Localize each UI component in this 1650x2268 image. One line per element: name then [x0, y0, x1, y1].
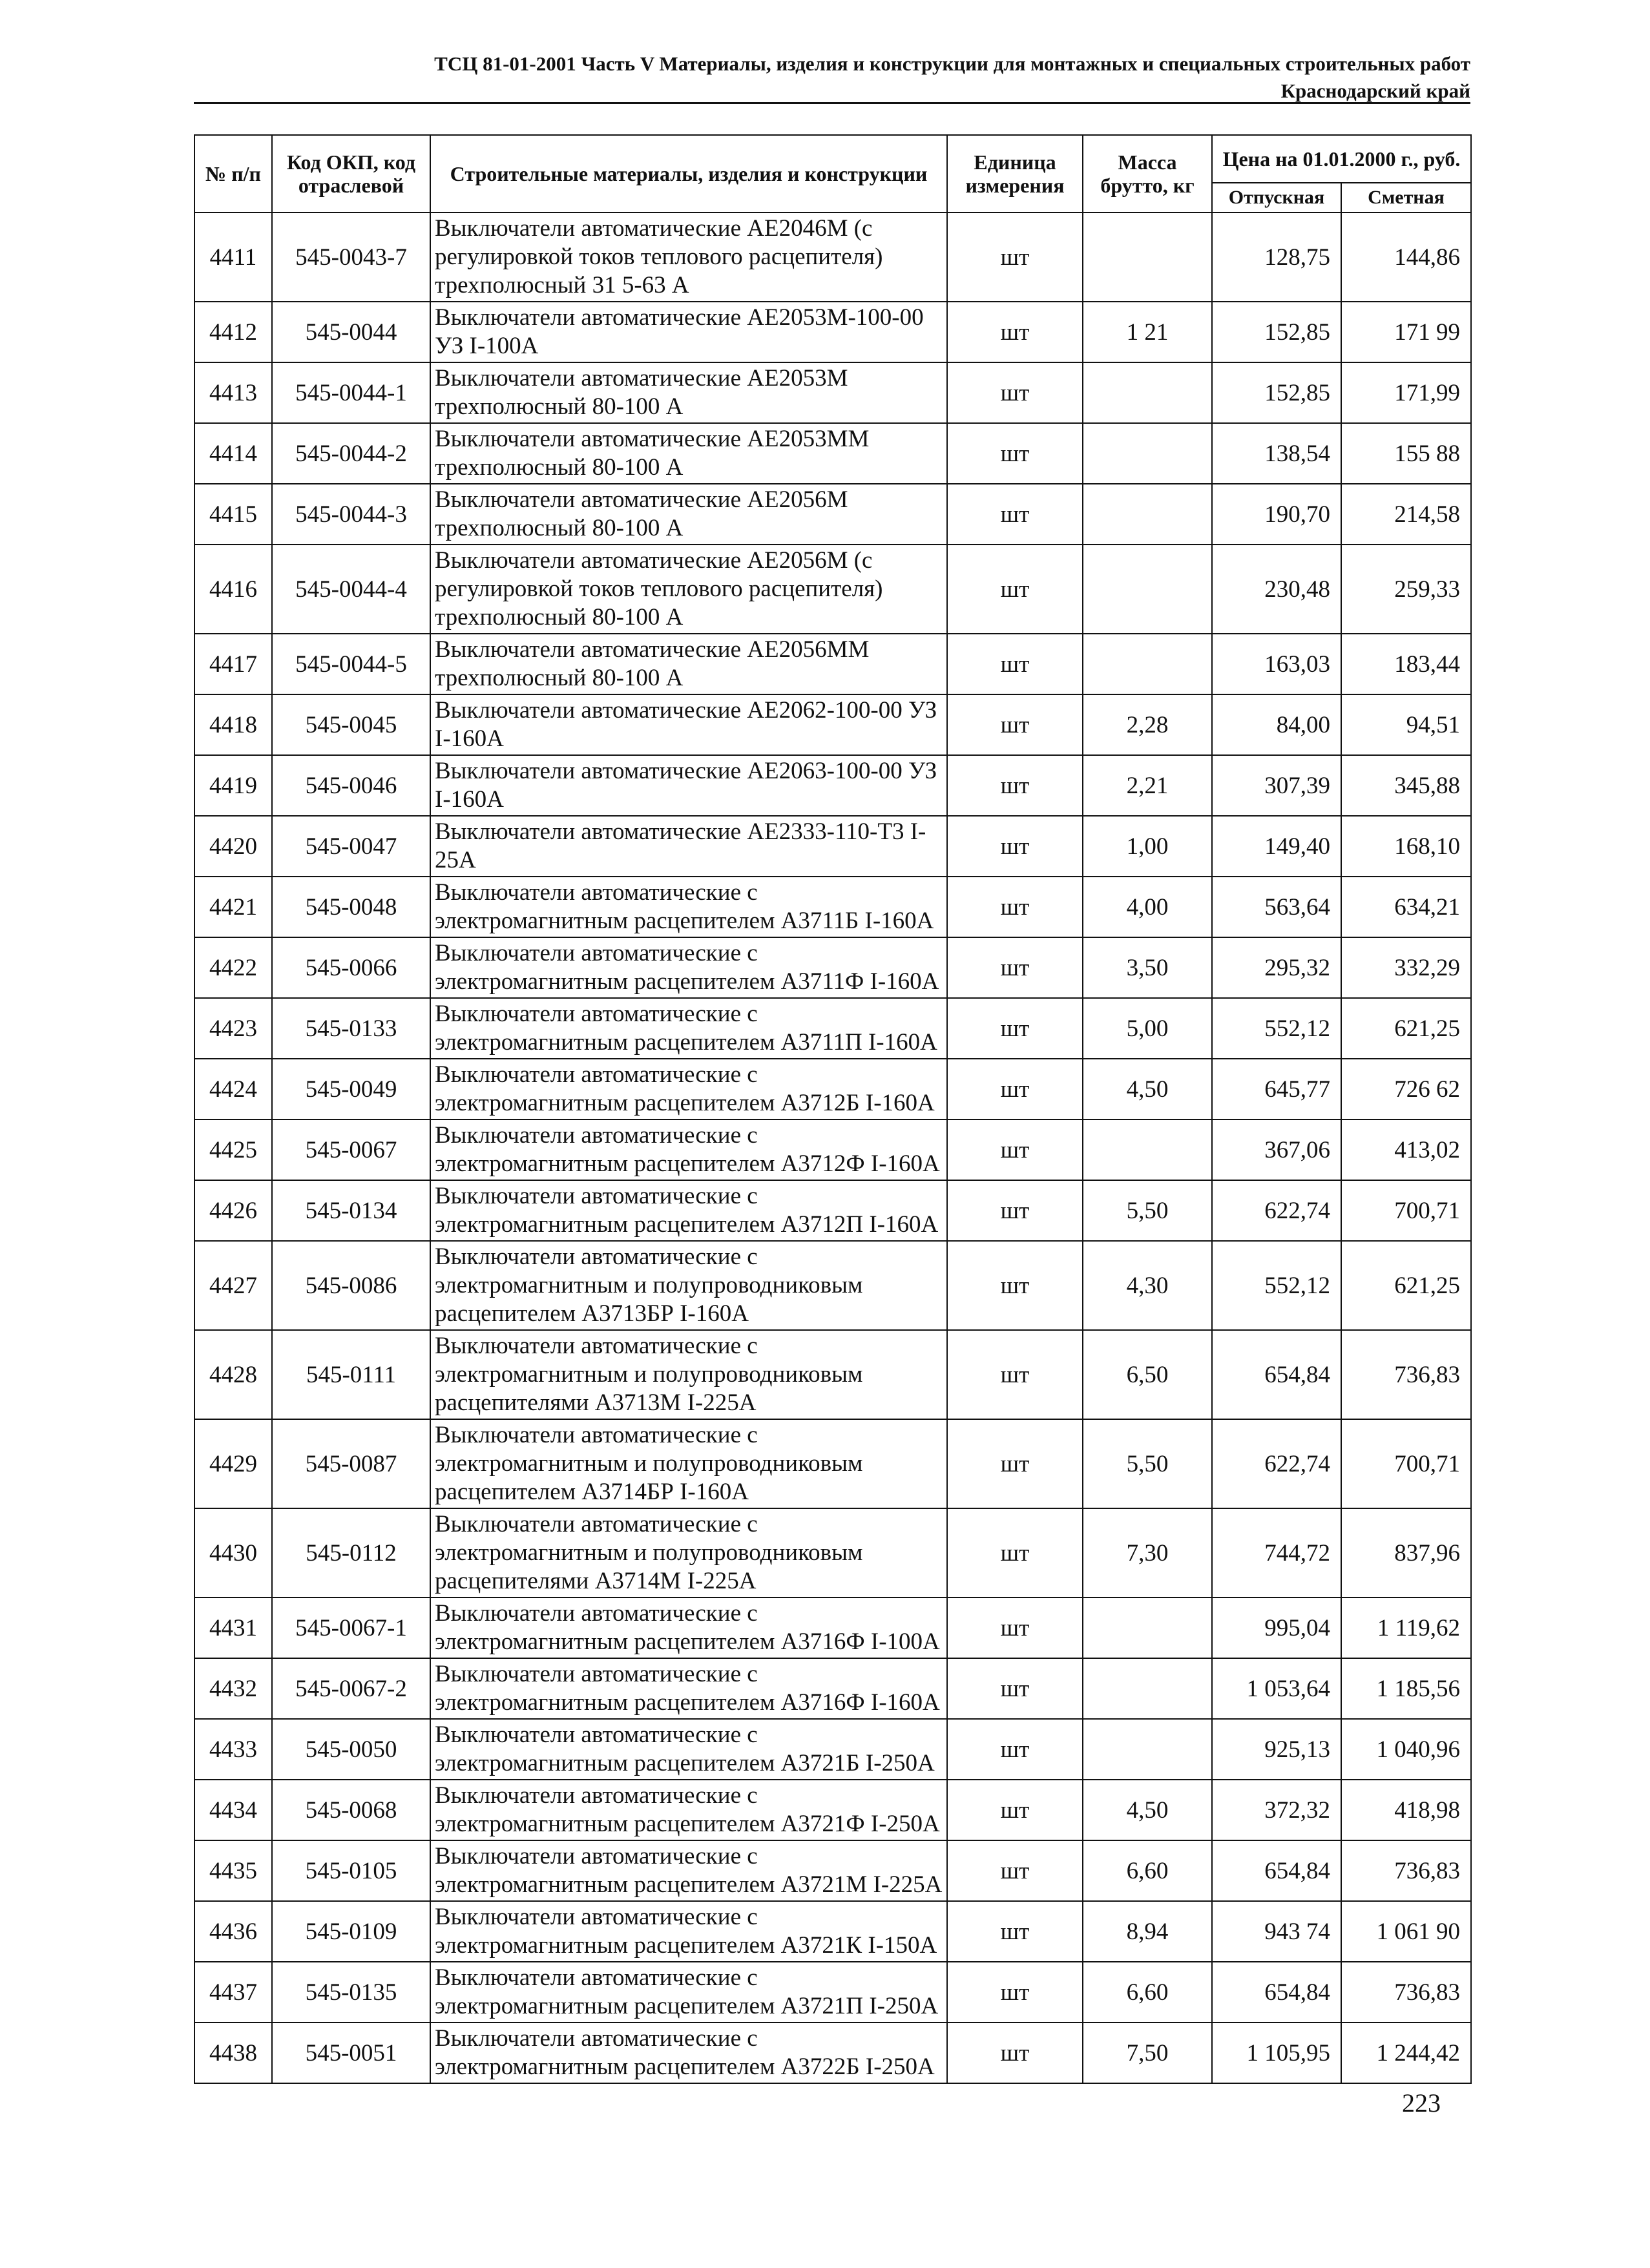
row-code: 545-0047	[272, 816, 430, 877]
row-mass: 6,60	[1083, 1840, 1212, 1901]
row-unit: шт	[947, 302, 1083, 362]
row-price-release: 654,84	[1212, 1330, 1341, 1419]
row-code: 545-0045	[272, 694, 430, 755]
row-unit: шт	[947, 362, 1083, 423]
row-price-estimate: 332,29	[1341, 937, 1471, 998]
row-code: 545-0066	[272, 937, 430, 998]
row-number: 4433	[194, 1719, 272, 1780]
row-price-release: 372,32	[1212, 1780, 1341, 1840]
row-mass: 4,30	[1083, 1241, 1212, 1330]
row-code: 545-0044-5	[272, 634, 430, 694]
row-price-estimate: 155 88	[1341, 423, 1471, 484]
row-mass: 6,60	[1083, 1962, 1212, 2023]
row-unit: шт	[947, 1658, 1083, 1719]
row-unit: шт	[947, 694, 1083, 755]
row-name: Выключатели автоматические с электромагнитным и полупроводниковым расцепителем А3714БР I-160А	[430, 1419, 947, 1508]
row-mass: 4,50	[1083, 1780, 1212, 1840]
row-name: Выключатели автоматические с электромагнитным расцепителем А3712Ф I-160А	[430, 1119, 947, 1180]
row-code: 545-0087	[272, 1419, 430, 1508]
row-price-estimate: 837,96	[1341, 1508, 1471, 1597]
row-mass: 7,30	[1083, 1508, 1212, 1597]
row-code: 545-0112	[272, 1508, 430, 1597]
row-unit: шт	[947, 755, 1083, 816]
row-number: 4431	[194, 1597, 272, 1658]
table-row	[194, 1059, 1471, 1119]
col-header-mass: Масса брутто, кг	[1083, 135, 1212, 213]
row-price-estimate: 1 185,56	[1341, 1658, 1471, 1719]
row-unit: шт	[947, 998, 1083, 1059]
row-name: Выключатели автоматические АЕ2053М-100-00 УЗ I-100А	[430, 302, 947, 362]
row-code: 545-0044-1	[272, 362, 430, 423]
row-name: Выключатели автоматические с электромагнитным расцепителем А3711П I-160А	[430, 998, 947, 1059]
col-header-name: Строительные материалы, изделия и конструкции	[430, 135, 947, 213]
row-number: 4438	[194, 2023, 272, 2083]
table-row	[194, 634, 1471, 694]
row-price-estimate: 171,99	[1341, 362, 1471, 423]
row-price-estimate: 94,51	[1341, 694, 1471, 755]
page-number: 223	[1402, 2088, 1441, 2117]
row-number: 4418	[194, 694, 272, 755]
table-header	[194, 135, 1471, 213]
row-price-release: 367,06	[1212, 1119, 1341, 1180]
row-code: 545-0067-2	[272, 1658, 430, 1719]
row-number: 4428	[194, 1330, 272, 1419]
row-unit: шт	[947, 1840, 1083, 1901]
row-name: Выключатели автоматические с электромагнитным расцепителем А3721Б I-250А	[430, 1719, 947, 1780]
table-row	[194, 1780, 1471, 1840]
row-mass	[1083, 545, 1212, 634]
row-name: Выключатели автоматические АЕ2063-100-00 УЗ I-160А	[430, 755, 947, 816]
row-price-estimate: 144,86	[1341, 213, 1471, 302]
row-price-estimate: 1 061 90	[1341, 1901, 1471, 1962]
row-price-release: 1 053,64	[1212, 1658, 1341, 1719]
table-row	[194, 1180, 1471, 1241]
table-row	[194, 302, 1471, 362]
table-body	[194, 213, 1471, 2083]
row-mass	[1083, 634, 1212, 694]
header-title: ТСЦ 81-01-2001 Часть V Материалы, изделия и конструкции для монтажных и специальных строительных работ	[434, 52, 1470, 75]
header-divider	[194, 102, 1470, 104]
table-row	[194, 2023, 1471, 2083]
row-name: Выключатели автоматические с электромагнитным расцепителем А3721М I-225А	[430, 1840, 947, 1901]
table-row	[194, 423, 1471, 484]
col-header-num: № п/п	[194, 135, 272, 213]
row-price-release: 645,77	[1212, 1059, 1341, 1119]
table-row	[194, 816, 1471, 877]
row-code: 545-0133	[272, 998, 430, 1059]
row-code: 545-0050	[272, 1719, 430, 1780]
row-mass: 5,00	[1083, 998, 1212, 1059]
row-mass: 2,21	[1083, 755, 1212, 816]
row-mass: 4,00	[1083, 877, 1212, 937]
table-row	[194, 362, 1471, 423]
row-code: 545-0067	[272, 1119, 430, 1180]
row-price-release: 563,64	[1212, 877, 1341, 937]
row-price-estimate: 736,83	[1341, 1840, 1471, 1901]
row-number: 4415	[194, 484, 272, 545]
row-mass: 8,94	[1083, 1901, 1212, 1962]
row-code: 545-0135	[272, 1962, 430, 2023]
table-row	[194, 998, 1471, 1059]
row-number: 4425	[194, 1119, 272, 1180]
row-name: Выключатели автоматические АЕ2046М (с регулировкой токов теплового расцепителя) трехполюсный 31 5-63 А	[430, 213, 947, 302]
col-header-price-release: Отпускная	[1212, 183, 1341, 213]
row-number: 4421	[194, 877, 272, 937]
table-row	[194, 1719, 1471, 1780]
row-name: Выключатели автоматические АЕ2333-110-Т3 I-25А	[430, 816, 947, 877]
row-price-estimate: 183,44	[1341, 634, 1471, 694]
row-price-release: 622,74	[1212, 1180, 1341, 1241]
row-code: 545-0044-3	[272, 484, 430, 545]
table-row	[194, 545, 1471, 634]
row-unit: шт	[947, 1241, 1083, 1330]
row-unit: шт	[947, 816, 1083, 877]
row-code: 545-0067-1	[272, 1597, 430, 1658]
price-table	[194, 134, 1472, 2084]
row-number: 4423	[194, 998, 272, 1059]
row-code: 545-0068	[272, 1780, 430, 1840]
row-price-release: 230,48	[1212, 545, 1341, 634]
row-unit: шт	[947, 937, 1083, 998]
row-price-release: 190,70	[1212, 484, 1341, 545]
row-number: 4416	[194, 545, 272, 634]
row-price-estimate: 1 244,42	[1341, 2023, 1471, 2083]
row-price-release: 552,12	[1212, 998, 1341, 1059]
row-number: 4412	[194, 302, 272, 362]
row-price-release: 307,39	[1212, 755, 1341, 816]
row-number: 4429	[194, 1419, 272, 1508]
col-header-price-estimate: Сметная	[1341, 183, 1471, 213]
row-name: Выключатели автоматические с электромагнитным и полупроводниковым расцепителем А3713БР I-160А	[430, 1241, 947, 1330]
row-mass: 5,50	[1083, 1180, 1212, 1241]
table-row	[194, 694, 1471, 755]
row-price-release: 744,72	[1212, 1508, 1341, 1597]
row-mass: 4,50	[1083, 1059, 1212, 1119]
row-code: 545-0043-7	[272, 213, 430, 302]
row-number: 4419	[194, 755, 272, 816]
row-price-estimate: 621,25	[1341, 998, 1471, 1059]
col-header-code: Код ОКП, код отраслевой	[272, 135, 430, 213]
header-region: Краснодарский край	[1280, 79, 1470, 102]
row-mass	[1083, 1119, 1212, 1180]
row-number: 4430	[194, 1508, 272, 1597]
row-mass: 1,00	[1083, 816, 1212, 877]
table-row	[194, 877, 1471, 937]
table-row	[194, 1840, 1471, 1901]
row-code: 545-0049	[272, 1059, 430, 1119]
row-mass: 1 21	[1083, 302, 1212, 362]
row-number: 4422	[194, 937, 272, 998]
table-row	[194, 1119, 1471, 1180]
table-row	[194, 937, 1471, 998]
row-name: Выключатели автоматические с электромагнитным и полупроводниковым расцепителями А3714М I-225А	[430, 1508, 947, 1597]
row-price-estimate: 413,02	[1341, 1119, 1471, 1180]
row-name: Выключатели автоматические с электромагнитным расцепителем А3711Б I-160А	[430, 877, 947, 937]
row-unit: шт	[947, 484, 1083, 545]
row-price-release: 925,13	[1212, 1719, 1341, 1780]
row-name: Выключатели автоматические АЕ2056М (с регулировкой токов теплового расцепителя) трехполюсный 80-100 А	[430, 545, 947, 634]
row-name: Выключатели автоматические с электромагнитным расцепителем А3712Б I-160А	[430, 1059, 947, 1119]
row-code: 545-0046	[272, 755, 430, 816]
row-unit: шт	[947, 1780, 1083, 1840]
row-code: 545-0111	[272, 1330, 430, 1419]
row-price-estimate: 345,88	[1341, 755, 1471, 816]
row-number: 4427	[194, 1241, 272, 1330]
page-header	[434, 50, 1470, 105]
row-mass: 7,50	[1083, 2023, 1212, 2083]
row-number: 4435	[194, 1840, 272, 1901]
row-price-release: 152,85	[1212, 302, 1341, 362]
row-name: Выключатели автоматические с электромагнитным расцепителем А3712П I-160А	[430, 1180, 947, 1241]
row-name: Выключатели автоматические АЕ2056ММ трехполюсный 80-100 А	[430, 634, 947, 694]
row-price-release: 295,32	[1212, 937, 1341, 998]
row-mass	[1083, 484, 1212, 545]
row-price-release: 84,00	[1212, 694, 1341, 755]
row-mass: 3,50	[1083, 937, 1212, 998]
row-name: Выключатели автоматические АЕ2062-100-00 УЗ I-160А	[430, 694, 947, 755]
row-price-release: 995,04	[1212, 1597, 1341, 1658]
row-unit: шт	[947, 1180, 1083, 1241]
table-row	[194, 1597, 1471, 1658]
row-name: Выключатели автоматические с электромагнитным и полупроводниковым расцепителями А3713М I-225А	[430, 1330, 947, 1419]
row-mass	[1083, 1719, 1212, 1780]
row-unit: шт	[947, 634, 1083, 694]
table-row	[194, 1962, 1471, 2023]
table-row	[194, 484, 1471, 545]
row-price-estimate: 736,83	[1341, 1962, 1471, 2023]
row-number: 4413	[194, 362, 272, 423]
row-price-estimate: 700,71	[1341, 1419, 1471, 1508]
row-number: 4437	[194, 1962, 272, 2023]
row-price-release: 138,54	[1212, 423, 1341, 484]
row-price-estimate: 418,98	[1341, 1780, 1471, 1840]
row-unit: шт	[947, 1508, 1083, 1597]
row-unit: шт	[947, 213, 1083, 302]
row-price-estimate: 259,33	[1341, 545, 1471, 634]
row-code: 545-0086	[272, 1241, 430, 1330]
row-number: 4434	[194, 1780, 272, 1840]
row-number: 4426	[194, 1180, 272, 1241]
table-row	[194, 1419, 1471, 1508]
row-mass: 6,50	[1083, 1330, 1212, 1419]
row-unit: шт	[947, 1419, 1083, 1508]
row-code: 545-0109	[272, 1901, 430, 1962]
row-mass	[1083, 423, 1212, 484]
row-code: 545-0134	[272, 1180, 430, 1241]
row-price-release: 152,85	[1212, 362, 1341, 423]
table-row	[194, 1658, 1471, 1719]
table-row	[194, 755, 1471, 816]
row-code: 545-0105	[272, 1840, 430, 1901]
table-row	[194, 213, 1471, 302]
row-name: Выключатели автоматические АЕ2053М трехполюсный 80-100 А	[430, 362, 947, 423]
row-unit: шт	[947, 1059, 1083, 1119]
row-price-release: 943 74	[1212, 1901, 1341, 1962]
row-number: 4436	[194, 1901, 272, 1962]
row-code: 545-0044-4	[272, 545, 430, 634]
row-mass: 5,50	[1083, 1419, 1212, 1508]
row-unit: шт	[947, 423, 1083, 484]
row-number: 4411	[194, 213, 272, 302]
row-price-release: 654,84	[1212, 1840, 1341, 1901]
row-number: 4432	[194, 1658, 272, 1719]
row-unit: шт	[947, 545, 1083, 634]
row-unit: шт	[947, 1962, 1083, 2023]
row-unit: шт	[947, 877, 1083, 937]
row-code: 545-0051	[272, 2023, 430, 2083]
row-code: 545-0048	[272, 877, 430, 937]
row-price-release: 622,74	[1212, 1419, 1341, 1508]
row-name: Выключатели автоматические с электромагнитным расцепителем А3721Ф I-250А	[430, 1780, 947, 1840]
row-unit: шт	[947, 1330, 1083, 1419]
row-number: 4417	[194, 634, 272, 694]
row-price-release: 654,84	[1212, 1962, 1341, 2023]
row-price-release: 1 105,95	[1212, 2023, 1341, 2083]
row-price-estimate: 171 99	[1341, 302, 1471, 362]
row-mass	[1083, 213, 1212, 302]
row-name: Выключатели автоматические АЕ2056М трехполюсный 80-100 А	[430, 484, 947, 545]
row-mass	[1083, 1658, 1212, 1719]
table-row	[194, 1508, 1471, 1597]
row-price-release: 128,75	[1212, 213, 1341, 302]
row-number: 4424	[194, 1059, 272, 1119]
row-price-estimate: 736,83	[1341, 1330, 1471, 1419]
row-price-estimate: 1 040,96	[1341, 1719, 1471, 1780]
row-price-estimate: 700,71	[1341, 1180, 1471, 1241]
row-unit: шт	[947, 1119, 1083, 1180]
row-price-estimate: 621,25	[1341, 1241, 1471, 1330]
row-code: 545-0044-2	[272, 423, 430, 484]
row-unit: шт	[947, 1597, 1083, 1658]
row-name: Выключатели автоматические с электромагнитным расцепителем А3716Ф I-100А	[430, 1597, 947, 1658]
row-price-estimate: 634,21	[1341, 877, 1471, 937]
row-price-estimate: 726 62	[1341, 1059, 1471, 1119]
row-number: 4414	[194, 423, 272, 484]
row-name: Выключатели автоматические АЕ2053ММ трехполюсный 80-100 А	[430, 423, 947, 484]
row-unit: шт	[947, 2023, 1083, 2083]
table-row	[194, 1330, 1471, 1419]
row-price-release: 163,03	[1212, 634, 1341, 694]
table-row	[194, 1901, 1471, 1962]
col-header-unit: Единица измерения	[947, 135, 1083, 213]
row-mass	[1083, 362, 1212, 423]
row-code: 545-0044	[272, 302, 430, 362]
row-name: Выключатели автоматические с электромагнитным расцепителем А3721П I-250А	[430, 1962, 947, 2023]
row-price-release: 552,12	[1212, 1241, 1341, 1330]
row-price-estimate: 214,58	[1341, 484, 1471, 545]
col-header-price: Цена на 01.01.2000 г., руб.	[1212, 135, 1471, 183]
row-number: 4420	[194, 816, 272, 877]
row-price-estimate: 1 119,62	[1341, 1597, 1471, 1658]
row-name: Выключатели автоматические с электромагнитным расцепителем А3721К I-150А	[430, 1901, 947, 1962]
row-unit: шт	[947, 1901, 1083, 1962]
row-mass	[1083, 1597, 1212, 1658]
row-name: Выключатели автоматические с электромагнитным расцепителем А3711Ф I-160А	[430, 937, 947, 998]
row-unit: шт	[947, 1719, 1083, 1780]
row-price-estimate: 168,10	[1341, 816, 1471, 877]
row-name: Выключатели автоматические с электромагнитным расцепителем А3722Б I-250А	[430, 2023, 947, 2083]
table-row	[194, 1241, 1471, 1330]
row-price-release: 149,40	[1212, 816, 1341, 877]
row-mass: 2,28	[1083, 694, 1212, 755]
row-name: Выключатели автоматические с электромагнитным расцепителем А3716Ф I-160А	[430, 1658, 947, 1719]
